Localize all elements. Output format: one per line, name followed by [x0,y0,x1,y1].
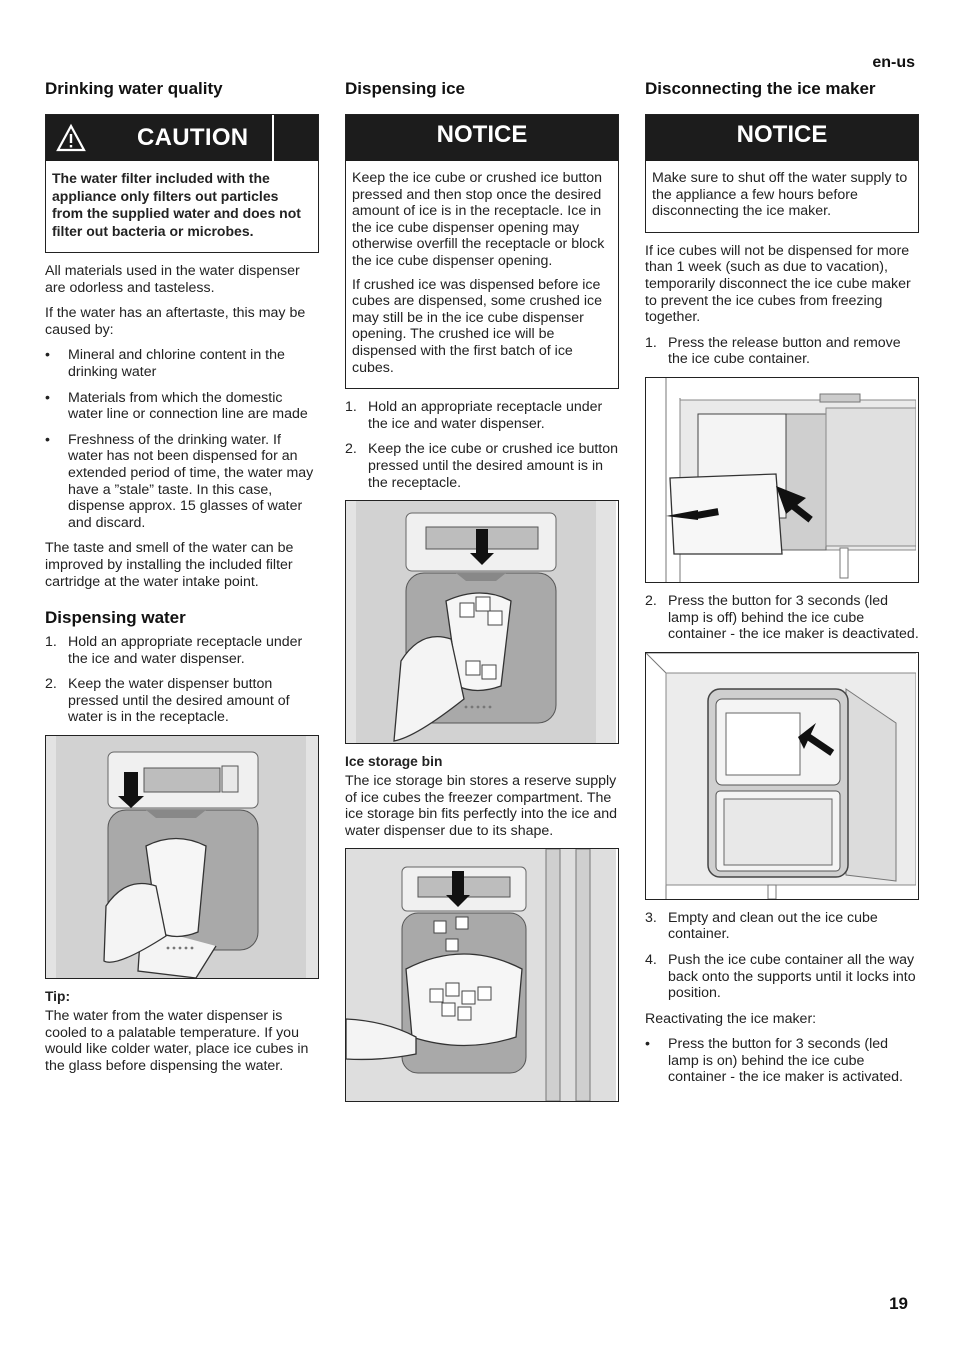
notice-title: NOTICE [736,121,828,148]
language-code: en-us [872,54,915,71]
bullet-marker: • [45,347,50,364]
caution-box [45,114,319,253]
ice-storage-bin-illustration [345,848,619,1102]
section-title: Disconnecting the ice maker [645,79,876,98]
steps-list [645,593,919,643]
list-item: • Press the button for 3 seconds (led lamp is on) behind the ice cube container - the ice maker is activated. [645,1036,903,1086]
cause-list [45,347,319,531]
paragraph: If ice cubes will not be dispensed for more than 1 week (such as due to vacation), temporarily disconnect the ice cube maker to prevent the ice cubes from freezing together. [645,242,911,326]
water-dispenser-illustration [45,735,319,979]
steps-list [345,399,619,491]
tip-text: The water from the water dispenser is cooled to a palatable temperature. If you would like colder water, place ice cubes in the glass before dispensing the water. [45,1008,309,1074]
header-divider [272,115,274,161]
storage-bin-text: The ice storage bin stores a reserve supply of ice cubes the freezer compartment. The ice storage bin fits perfectly into the ice and water dispenser due to its shape. [345,773,618,839]
list-item: • Mineral and chlorine content in the drinking water [45,347,285,380]
notice-text: Keep the ice cube or crushed ice button pressed and then stop once the desired amount of ice is in the receptacle. Ice in the ice cube dispenser opening may otherwise overfill the receptacle or block the ice cube dispenser opening. [352,170,605,269]
section-title: Drinking water quality [45,79,223,98]
column-drinking-water [45,78,319,1083]
list-item: • Freshness of the drinking water. If water has not been dispensed for an extended period of time, the water may have a ”stale” taste. In this case, dispense approx. 15 glasses of water and discard. [45,431,314,531]
list-item: 3. Empty and clean out the ice cube container. [645,909,878,943]
warning-icon [56,123,86,153]
notice-header [646,115,918,161]
caution-text: The water filter included with the appliance only filters out particles from the supplied water and does not filter out bacteria or microbes. [52,170,301,239]
notice-box [645,114,919,233]
paragraph: Reactivating the ice maker: [645,1010,817,1027]
steps-list [45,634,319,726]
notice-header [346,115,618,161]
list-item: 2. Keep the ice cube or crushed ice button pressed until the desired amount is in the receptacle. [345,441,619,491]
bullet-marker: • [45,389,50,406]
paragraph: If the water has an aftertaste, this may be caused by: [45,305,306,338]
caution-header [46,115,318,161]
section-title: Dispensing ice [345,79,465,98]
paragraph: All materials used in the water dispenser are odorless and tasteless. [45,263,300,296]
ice-maker-button-illustration [645,652,919,900]
list-item: 1. Press the release button and remove the ice cube container. [645,334,901,368]
notice-text: If crushed ice was dispensed before ice cubes are dispensed, some crushed ice may still be in the ice cube dispenser opening. The crushed ice will be dispensed with the first batch of ice cubes. [352,276,602,376]
list-item: 2. Keep the water dispenser button pressed until the desired amount of water is in the receptacle. [45,676,290,726]
bullet-marker: • [645,1036,650,1053]
notice-title: NOTICE [436,121,528,148]
list-item: 1. Hold an appropriate receptacle under the ice and water dispenser. [45,634,303,667]
reactivate-list [645,1036,919,1086]
column-dispensing-ice [345,78,619,1112]
page-number: 19 [889,1294,908,1313]
caution-body [46,161,318,252]
ice-container-removal-illustration [645,377,919,583]
list-item: • Materials from which the domestic water line or connection line are made [45,389,308,423]
paragraph: The taste and smell of the water can be improved by installing the included filter cartridge at the water intake point. [45,540,294,590]
notice-body [346,161,618,388]
notice-box [345,114,619,389]
list-item: 1. Hold an appropriate receptacle under the ice and water dispenser. [345,399,603,432]
steps-list [645,910,919,1002]
ice-dispenser-illustration [345,500,619,744]
list-item: 2. Press the button for 3 seconds (led lamp is off) behind the ice cube container - the ice maker is deactivated. [645,592,919,643]
tip-label: Tip: [45,989,71,1005]
list-item: 4. Push the ice cube container all the way back onto the supports until it locks into position. [645,951,916,1002]
storage-bin-title: Ice storage bin [345,754,443,770]
notice-text: Make sure to shut off the water supply to the appliance a few hours before disconnecting the ice maker. [652,170,908,220]
steps-list [645,335,919,368]
caution-title: CAUTION [137,124,249,151]
notice-body [646,161,918,232]
subsection-title: Dispensing water [45,608,186,628]
bullet-marker: • [45,431,50,448]
column-disconnect-ice-maker [645,78,919,1095]
